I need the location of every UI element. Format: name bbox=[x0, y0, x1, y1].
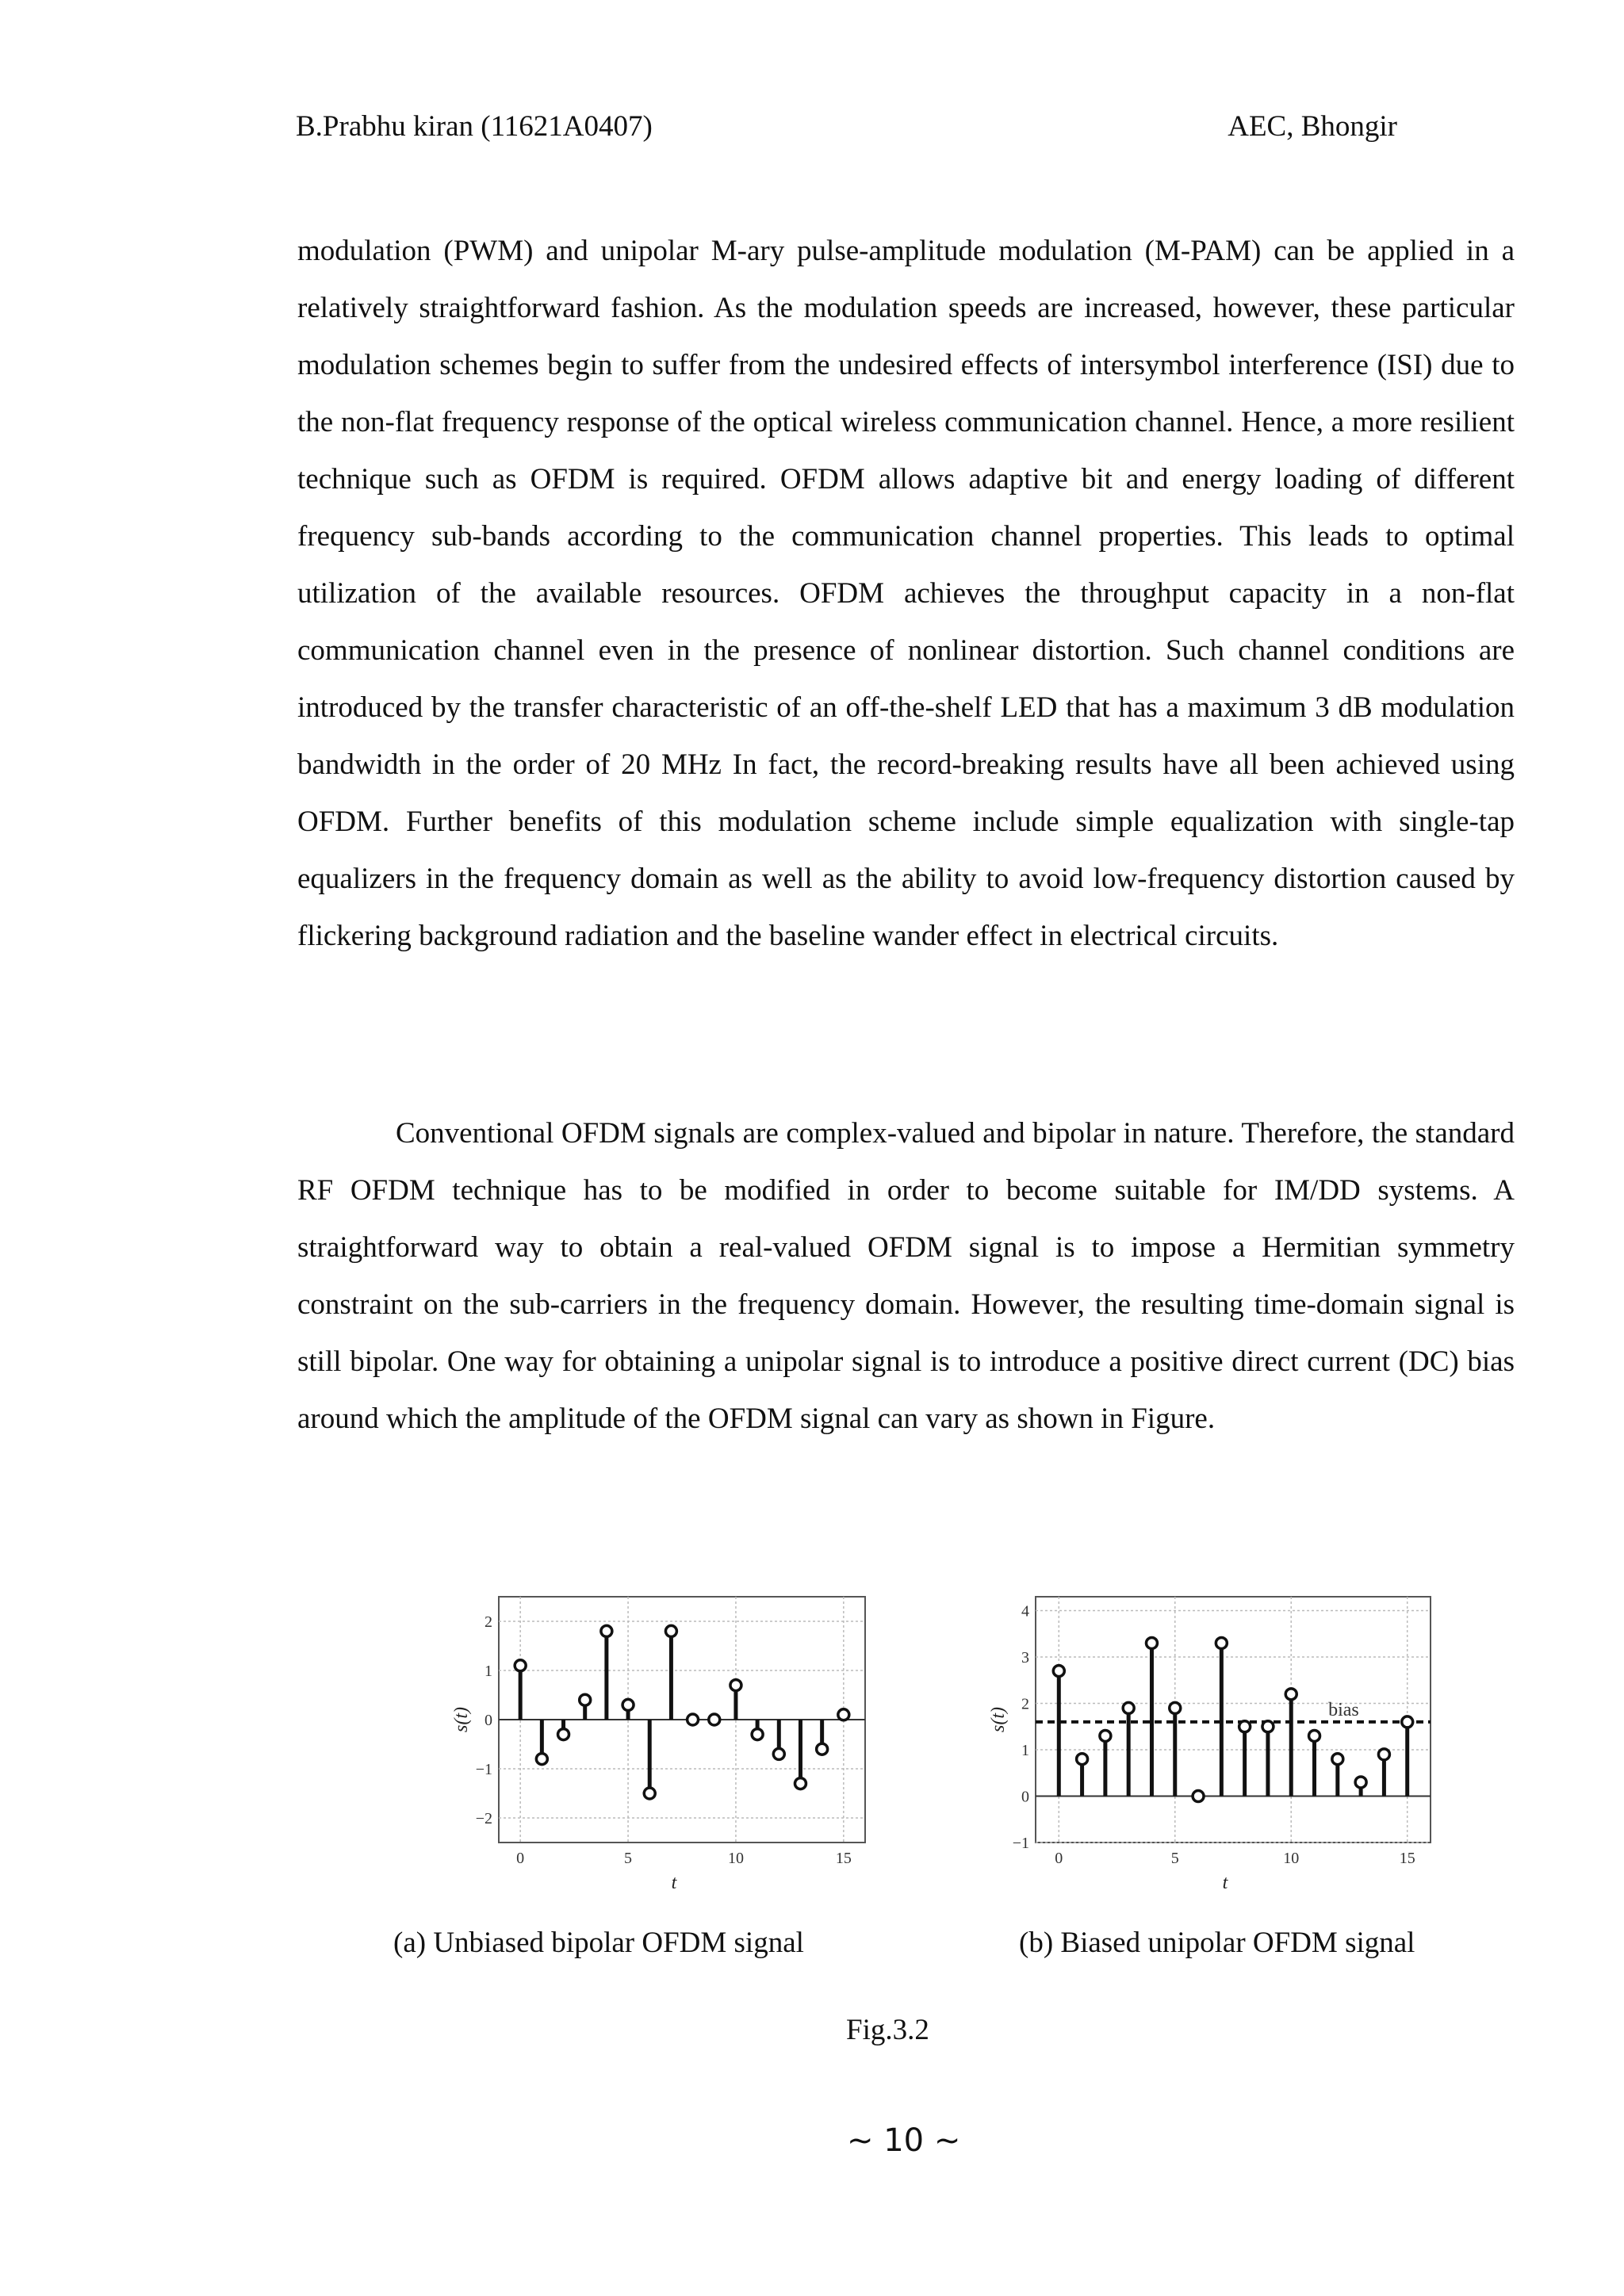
stem-marker bbox=[1285, 1689, 1297, 1700]
stem-marker bbox=[1262, 1721, 1274, 1732]
stem-marker bbox=[665, 1625, 676, 1636]
bias-label: bias bbox=[1328, 1699, 1359, 1720]
stem-marker bbox=[795, 1778, 806, 1789]
stem-marker bbox=[1053, 1666, 1064, 1677]
y-axis-label: s(t) bbox=[451, 1707, 472, 1732]
y-tick-label: 0 bbox=[485, 1712, 492, 1729]
x-tick-label: 15 bbox=[1399, 1850, 1415, 1867]
stem-marker bbox=[515, 1660, 526, 1671]
stem-marker bbox=[1216, 1637, 1227, 1648]
stem-marker bbox=[1239, 1721, 1251, 1732]
chart-biased-unipolar bbox=[959, 1578, 1451, 1903]
stem-marker bbox=[1077, 1754, 1088, 1765]
stem-marker bbox=[622, 1699, 634, 1710]
y-tick-label: 2 bbox=[485, 1613, 492, 1631]
y-tick-label: −1 bbox=[475, 1761, 492, 1778]
caption-biased: (b) Biased unipolar OFDM signal bbox=[1019, 1927, 1415, 1959]
x-tick-label: 5 bbox=[624, 1850, 633, 1867]
stem-marker bbox=[1170, 1702, 1181, 1713]
body-paragraph-1: modulation (PWM) and unipolar M-ary pulse-amplitude modulation (M-PAM) can be applied in a relatively straightforward fashion. As the modulation speeds are increased, however, these particular modulation schemes begin to suffer from the undesired effects of intersymbol interference (ISI) due to the non-flat frequency response of the optical wireless communication channel. Hence, a more resilient technique such as OFDM is required. OFDM allows adaptive bit and energy loading of different frequency sub-bands according to the communication channel properties. This leads to optimal utilization of the available resources. OFDM achieves the throughput capacity in a non-flat communication channel even in the presence of nonlinear distortion. Such channel conditions are introduced by the transfer characteristic of an off-the-shelf LED that has a maximum 3 dB modulation bandwidth in the order of 20 MHz In fact, the record-breaking results have all been achieved using OFDM. Further benefits of this modulation scheme include simple equalization with single-tap equalizers in the frequency domain as well as the ability to avoid low-frequency distortion caused by flickering background radiation and the baseline wander effect in electrical circuits. bbox=[297, 235, 1515, 952]
stem-marker bbox=[688, 1714, 699, 1725]
y-tick-label: 2 bbox=[1021, 1695, 1029, 1713]
caption-unbiased: (a) Unbiased bipolar OFDM signal bbox=[393, 1927, 804, 1959]
stem-marker bbox=[709, 1714, 720, 1725]
x-axis-label: t bbox=[671, 1873, 677, 1893]
y-tick-label: −1 bbox=[1012, 1835, 1029, 1852]
header-college: AEC, Bhongir bbox=[1228, 110, 1397, 143]
stem-marker bbox=[558, 1729, 569, 1740]
x-tick-label: 10 bbox=[727, 1850, 744, 1867]
x-axis-label: t bbox=[1222, 1873, 1228, 1893]
y-tick-label: 1 bbox=[1021, 1742, 1029, 1760]
stem-marker bbox=[817, 1743, 828, 1755]
stem-marker bbox=[1146, 1637, 1157, 1648]
x-tick-label: 0 bbox=[1055, 1850, 1063, 1867]
y-tick-label: 3 bbox=[1021, 1649, 1029, 1667]
x-tick-label: 15 bbox=[835, 1850, 852, 1867]
y-tick-label: −2 bbox=[475, 1810, 492, 1827]
stem-marker bbox=[1332, 1754, 1343, 1765]
stem-marker bbox=[730, 1680, 741, 1691]
stem-marker bbox=[580, 1694, 591, 1705]
stem-marker bbox=[1193, 1791, 1204, 1802]
stem-marker bbox=[536, 1754, 547, 1765]
stem-marker bbox=[1355, 1777, 1366, 1788]
stem-marker bbox=[773, 1748, 784, 1759]
stem-marker bbox=[1123, 1702, 1134, 1713]
x-tick-label: 5 bbox=[1170, 1850, 1179, 1867]
y-axis-label: s(t) bbox=[988, 1707, 1009, 1732]
body-paragraph-2: Conventional OFDM signals are complex-valued and bipolar in nature. Therefore, the standard RF OFDM technique has to be modified in order to become suitable for IM/DD systems. A straightforward way to obtain a real-valued OFDM signal is to impose a Hermitian symmetry constraint on the sub-carriers in the frequency domain. However, the resulting time-domain signal is still bipolar. One way for obtaining a unipolar signal is to introduce a positive direct current (DC) bias around which the amplitude of the OFDM signal can vary as shown in Figure. bbox=[297, 1117, 1515, 1435]
page-number: ~ 10 ~ bbox=[847, 2122, 961, 2159]
stem-marker bbox=[1378, 1749, 1389, 1760]
stem-marker bbox=[601, 1625, 612, 1636]
stem-marker bbox=[1100, 1730, 1111, 1741]
x-tick-label: 10 bbox=[1283, 1850, 1300, 1867]
stem-marker bbox=[838, 1709, 849, 1720]
plot-frame bbox=[1036, 1597, 1431, 1843]
x-tick-label: 0 bbox=[516, 1850, 525, 1867]
header-author: B.Prabhu kiran (11621A0407) bbox=[296, 110, 653, 143]
figure-number: Fig.3.2 bbox=[846, 2014, 929, 2046]
stem-marker bbox=[644, 1788, 655, 1799]
y-tick-label: 1 bbox=[485, 1663, 492, 1680]
y-tick-label: 4 bbox=[1021, 1602, 1029, 1621]
chart-unbiased-bipolar bbox=[432, 1578, 892, 1903]
y-tick-label: 0 bbox=[1021, 1788, 1029, 1806]
stem-marker bbox=[752, 1729, 763, 1740]
stem-marker bbox=[1402, 1716, 1413, 1728]
stem-marker bbox=[1309, 1730, 1320, 1741]
